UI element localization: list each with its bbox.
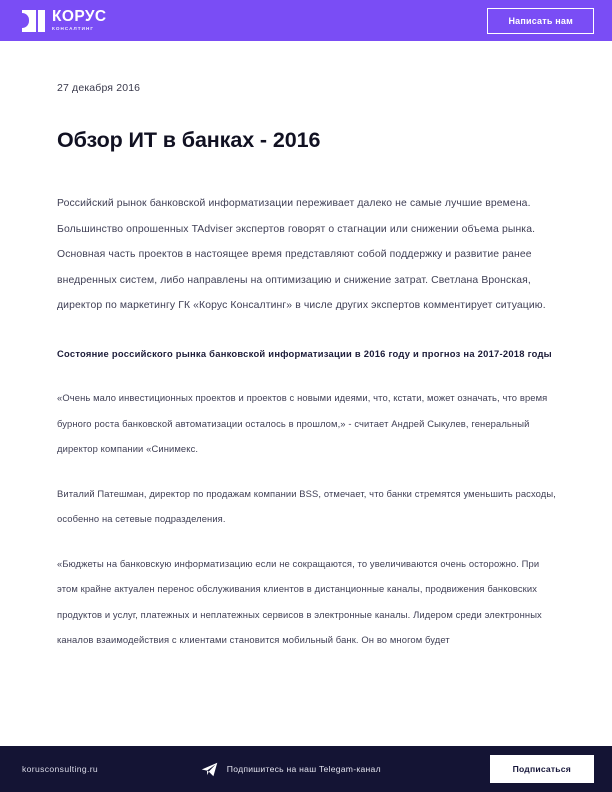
site-header [0,0,612,41]
brand-logo[interactable] [22,9,107,31]
article-quote-sykulev: «Очень мало инвестиционных проектов и проектов с новыми идеями, что, кстати, может означать, что время бурного роста банковской автоматизации осталось в прошлом,» - считает Андрей Сыкулев, генеральный директор компании «Синимекс. [57,392,548,454]
brand-text [52,9,107,31]
footer-telegram-text: Подпишитесь на наш Telegam-канал [226,764,381,774]
article-paragraph-pateshman: Виталий Патешман, директор по продажам компании BSS, отмечает, что банки стремятся уменьшить расходы, особенно на сетевые подразделения. [57,487,556,524]
article-quote-budgets: «Бюджеты на банковскую информатизацию если не сокращаются, то увеличиваются очень осторожно. При этом крайне актуален перенос обслуживания клиентов в дистанционные каналы, продвижения банковских продуктов и услуг, платежных и неплатежных сервисов в электронные каналы. Лидером среди электронных каналов взаимодействия с клиентами становится мобильный банк. Он во многом будет [57,557,542,645]
contact-us-button[interactable]: Написать нам [487,8,594,34]
subscribe-button[interactable]: Подписаться [490,755,594,783]
article-container [0,82,612,653]
brand-name: КОРУС [52,8,107,26]
site-footer [0,746,612,792]
article-paragraph-intro: Российский рынок банковской информатизации переживает далеко не самые лучшие времена. Большинство опрошенных TAdviser экспертов говорят о стагнации или снижении объема рынка. Основная часть проектов в настоящее время представляют собой поддержку и развитие ранее внедренных систем, либо направлены на оптимизацию и снижение затрат. Светлана Вронская, директор по маркетингу ГК «Корус Консалтинг» в числе других экспертов комментирует ситуацию. [57,198,546,311]
article-body [57,191,557,653]
article-date: 27 декабря 2016 [57,82,141,94]
article-subheading: Состояние российского рынка банковской информатизации в 2016 году и прогноз на 2017-2018 годы [57,347,552,359]
page-title: Обзор ИТ в банках - 2016 [57,128,321,152]
footer-site-url[interactable]: korusconsulting.ru [22,764,99,774]
telegram-paper-plane-icon [201,762,218,777]
brand-subtitle: КОНСАЛТИНГ [52,25,95,31]
korus-square-mark-icon [22,10,45,32]
footer-telegram-promo [98,762,484,777]
